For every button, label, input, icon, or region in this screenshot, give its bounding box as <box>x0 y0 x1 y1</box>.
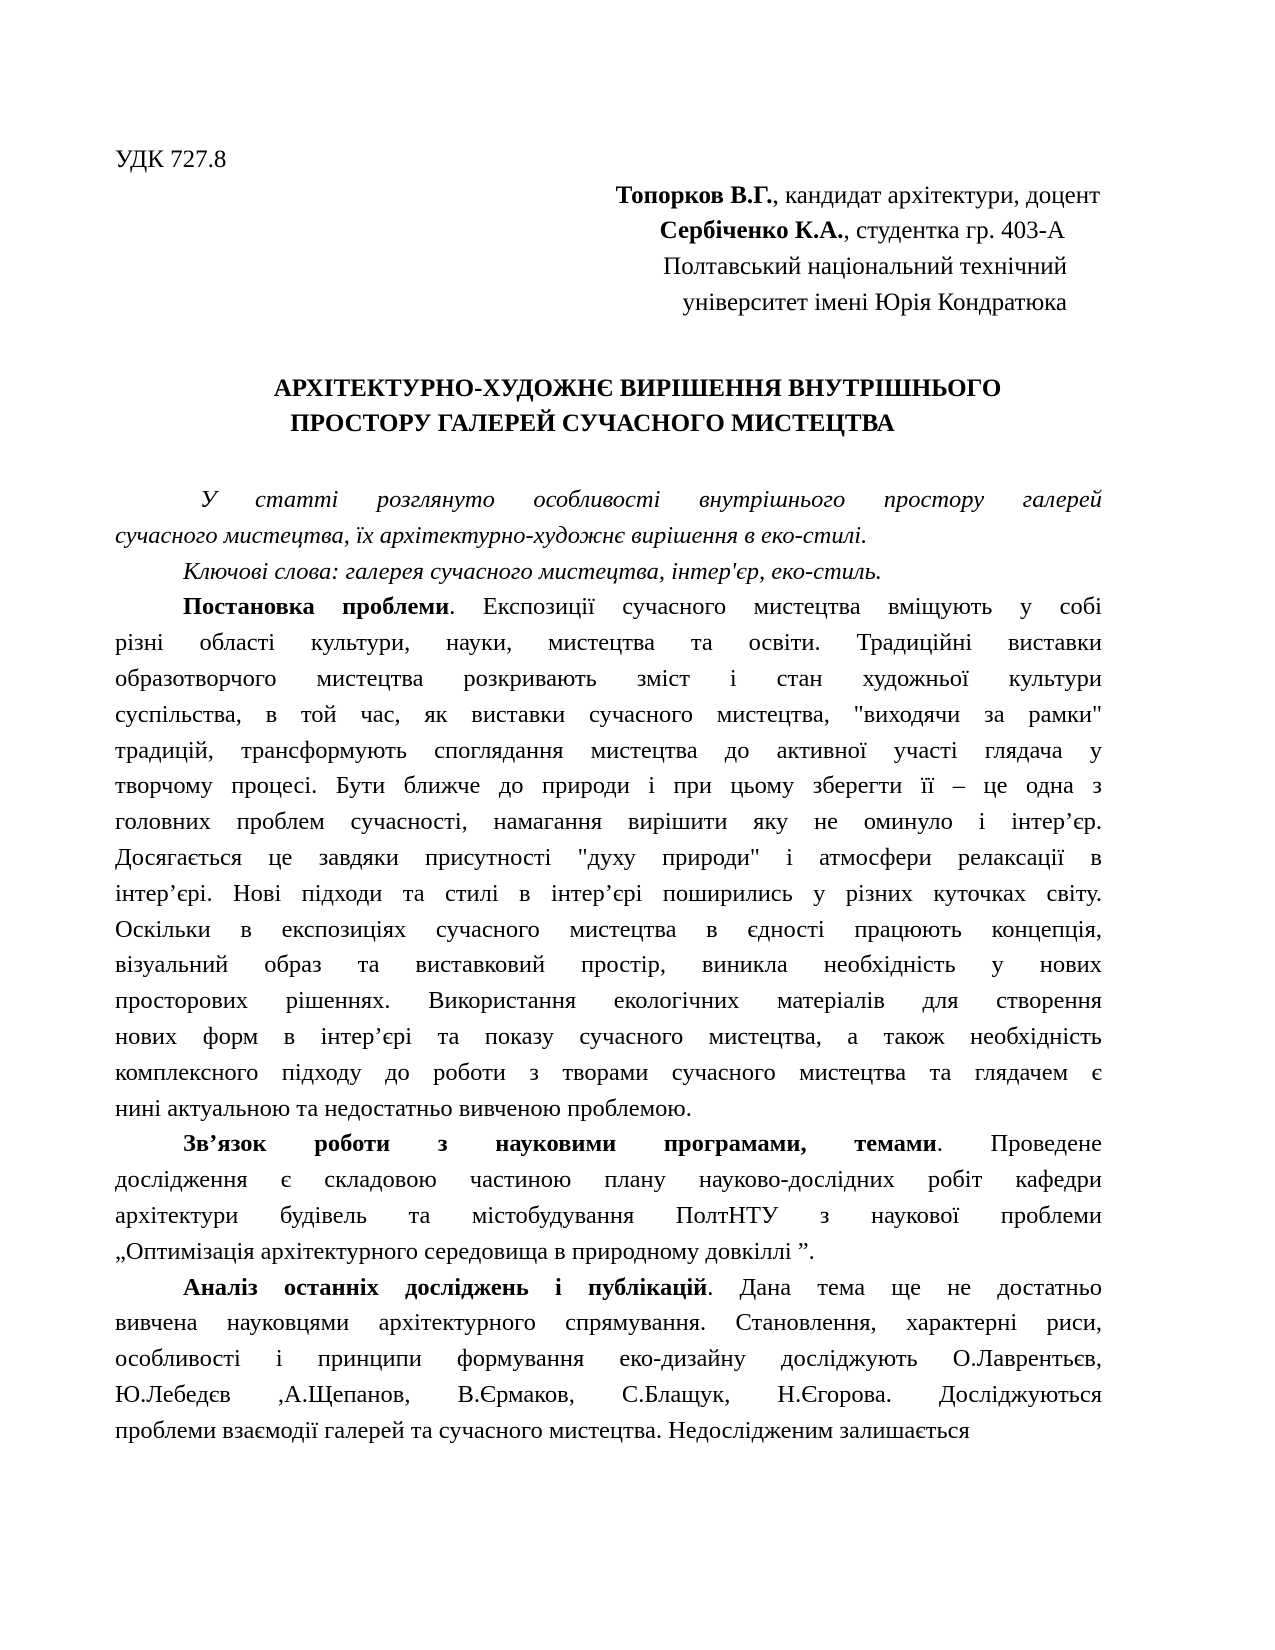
section-heading: Аналіз останніх досліджень і публікацій <box>183 1273 708 1301</box>
paragraph-line <box>115 840 1102 876</box>
paragraph-text: творчому процесі. Бути ближче до природи і при цьому зберегти її – це одна з <box>115 772 1102 800</box>
paragraph-line <box>115 1091 1102 1127</box>
paragraph-line <box>115 1234 1102 1270</box>
paragraph-text: Оскільки в експозиціях сучасного мистецтва в єдності працюють концепція, <box>115 915 1102 943</box>
section-heading: Постановка проблеми <box>183 593 450 621</box>
paragraph-text: „Оптимізація архітектурного середовища в природному довкіллі ”. <box>115 1237 815 1265</box>
paragraph-text: інтер’єрі. Нові підходи та стилі в інтер’єрі поширились у різних куточках світу. <box>115 879 1102 907</box>
paragraph-line <box>115 1377 1102 1413</box>
paragraph-text: дослідження є складовою частиною плану науково-дослідних робіт кафедри <box>115 1166 1102 1194</box>
paragraph-text: нових форм в інтер’єрі та показу сучасного мистецтва, а також необхідність <box>115 1022 1102 1050</box>
author-1-position: , кандидат архітектури, доцент <box>772 182 1100 209</box>
udc-code: УДК 727.8 <box>115 146 227 173</box>
article-title-line-1: АРХІТЕКТУРНО-ХУДОЖНЄ ВИРІШЕННЯ ВНУТРІШНЬОГО <box>273 375 1002 402</box>
paragraph-text: традицій, трансформують споглядання мистецтва до активної участі глядача у <box>115 736 1102 764</box>
paragraph-line <box>115 912 1102 948</box>
paragraph-line <box>115 1055 1102 1091</box>
paragraph-line <box>115 661 1102 697</box>
sections <box>115 589 1102 1448</box>
paragraph-line <box>115 1341 1102 1377</box>
paragraph-text: . Експозиції сучасного мистецтва вміщують у собі <box>449 593 1102 621</box>
paragraph-text: Ю.Лебедєв ,А.Щепанов, В.Єрмаков, С.Блащук, Н.Єгорова. Досліджуються <box>115 1380 1102 1408</box>
abstract-line: сучасного мистецтва, їх архітектурно-художнє вирішення в еко-стилі. <box>115 521 868 549</box>
paragraph-line <box>115 697 1102 733</box>
paragraph-line <box>115 1019 1102 1055</box>
article-title-line-2: ПРОСТОРУ ГАЛЕРЕЙ СУЧАСНОГО МИСТЕЦТВА <box>290 410 895 437</box>
paragraph-text: різні області культури, науки, мистецтва та освіти. Традиційні виставки <box>115 629 1102 657</box>
affiliation-line-2: університет імені Юрія Кондратюка <box>682 289 1067 316</box>
paragraph-line <box>115 1413 1102 1449</box>
paragraph-line <box>115 947 1102 983</box>
author-1 <box>616 182 1100 210</box>
paragraph-line <box>115 768 1102 804</box>
paragraph-text: проблеми взаємодії галерей та сучасного мистецтва. Недослідженим залишається <box>115 1416 970 1444</box>
paragraph-text: особливості і принципи формування еко-дизайну досліджують О.Лаврентьєв, <box>115 1345 1102 1373</box>
paragraph-line <box>115 804 1102 840</box>
abstract-line: У статті розглянуто особливості внутрішнього простору галерей <box>200 486 1102 513</box>
paragraph-text: комплексного підходу до роботи з творами сучасного мистецтва та глядачем є <box>115 1058 1102 1086</box>
author-2-name: Сербіченко К.А. <box>659 217 844 244</box>
paragraph-text: архітектури будівель та містобудування ПолтНТУ з наукової проблеми <box>115 1201 1102 1229</box>
author-1-name: Топорков В.Г. <box>615 182 773 209</box>
paragraph-text: Досягається це завдяки присутності "духу природи" і атмосфери релаксації в <box>115 843 1102 871</box>
author-2 <box>660 217 1065 245</box>
affiliation-line-1: Полтавський національний технічний <box>663 253 1067 280</box>
paragraph-text: нині актуальною та недостатньо вивченою проблемою. <box>115 1094 692 1122</box>
paragraph-text: . Дана тема ще не достатньо <box>707 1273 1102 1301</box>
paragraph-line <box>115 983 1102 1019</box>
author-2-position: , студентка гр. 403-А <box>843 217 1065 244</box>
paragraph-text: суспільства, в той час, як виставки сучасного мистецтва, "виходячи за рамки" <box>115 700 1102 728</box>
paragraph-text: вивчена науковцями архітектурного спрямування. Становлення, характерні риси, <box>115 1309 1102 1337</box>
paragraph-line <box>115 1198 1102 1234</box>
paragraph-line <box>115 876 1102 912</box>
keywords: Ключові слова: галерея сучасного мистецтва, інтер'єр, еко-стиль. <box>183 557 882 585</box>
paragraph-text: образотворчого мистецтва розкривають зміст і стан художньої культури <box>115 664 1102 692</box>
section-heading: Зв’язок роботи з науковими програмами, темами <box>183 1130 937 1158</box>
section-first-line <box>115 589 1102 625</box>
paragraph-text: просторових рішеннях. Використання екологічних матеріалів для створення <box>115 987 1102 1015</box>
paragraph-line <box>115 625 1102 661</box>
section-first-line <box>115 1270 1102 1306</box>
section-first-line <box>115 1126 1102 1162</box>
paragraph-line <box>115 1305 1102 1341</box>
paragraph-text: візуальний образ та виставковий простір, виникла необхідність у нових <box>115 951 1102 979</box>
paragraph-text: головних проблем сучасності, намагання вирішити яку не оминуло і інтер’єр. <box>115 808 1102 836</box>
paragraph-text: . Проведене <box>936 1130 1102 1158</box>
article-body <box>115 482 1102 1449</box>
paragraph-line <box>115 733 1102 769</box>
paragraph-line <box>115 1162 1102 1198</box>
